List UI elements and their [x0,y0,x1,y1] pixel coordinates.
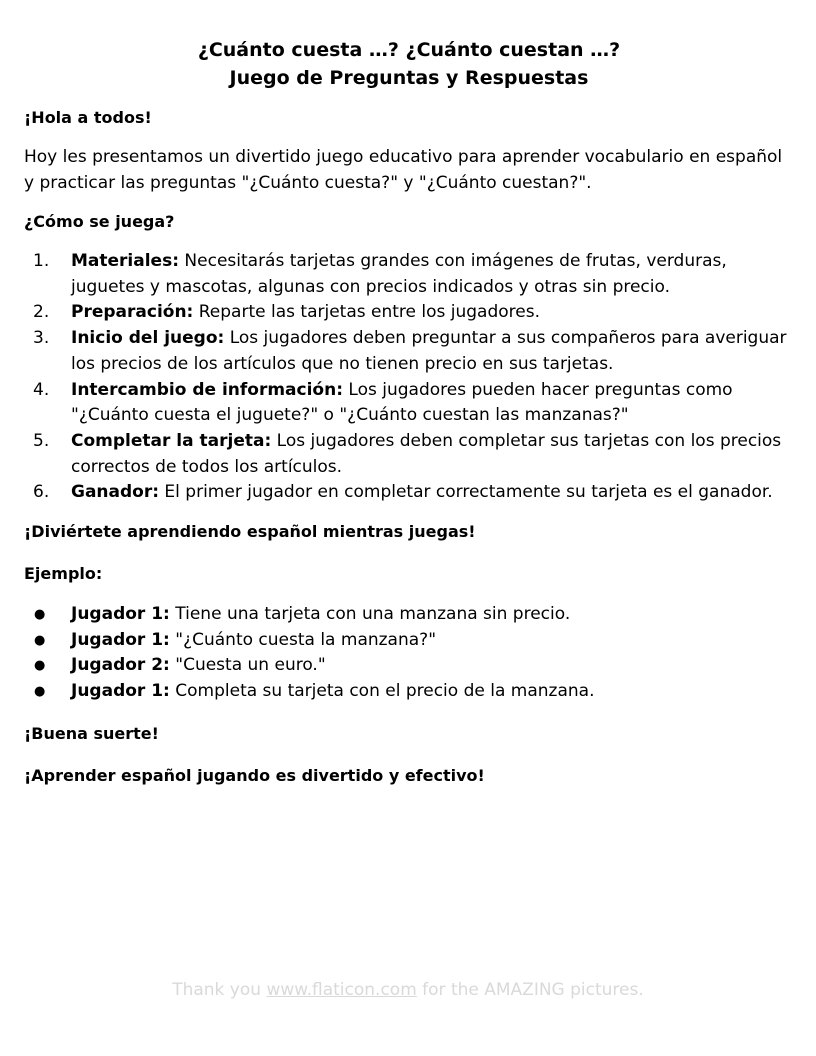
step-text: Reparte las tarjetas entre los jugadores. [193,302,540,323]
list-item [24,378,794,429]
player-label: Jugador 1: [71,629,170,650]
example-heading: Ejemplo: [24,564,103,584]
example-text: Completa su tarjeta con el precio de la manzana. [169,681,595,702]
closing-heading: ¡Aprender español jugando es divertido y efectivo! [24,765,485,785]
bullet-icon: ● [34,658,46,674]
step-label: Intercambio de información: [71,379,343,400]
step-number: 3. [33,328,50,349]
step-number: 6. [33,482,50,503]
step-label: Preparación: [71,302,194,323]
list-item [24,679,794,705]
step-text: Los jugadores deben completar sus tarjetas con los precios correctos de todos los artículos. [71,430,782,477]
list-item [24,628,794,654]
greeting-heading: ¡Hola a todos! [24,108,152,127]
footer-credit [0,978,816,1002]
list-item [24,653,794,679]
document-title [24,36,794,92]
document-page [24,36,794,788]
bullet-icon: ● [34,632,46,648]
step-text: El primer jugador en completar correctamente su tarjeta es el ganador. [159,482,773,503]
example-text: "Cuesta un euro." [169,655,326,676]
fun-heading: ¡Diviértete aprendiendo español mientras juegas! [24,522,476,542]
step-label: Ganador: [71,482,160,503]
footer-text-pre: Thank you [172,980,267,1000]
list-item [24,300,794,326]
step-number: 1. [33,251,50,271]
list-item [24,249,794,300]
step-number: 2. [33,302,50,323]
footer-text-post: for the AMAZING pictures. [416,980,644,1000]
how-to-play-heading: ¿Cómo se juega? [24,212,175,231]
step-number: 5. [33,430,50,451]
step-label: Completar la tarjeta: [71,430,272,451]
player-label: Jugador 1: [71,604,170,625]
player-label: Jugador 1: [71,681,170,702]
step-label: Inicio del juego: [71,328,225,349]
step-text: Los jugadores deben preguntar a sus compañeros para averiguar los precios de los artículos que no tienen precio en sus tarjetas. [71,328,787,374]
step-text: Los jugadores pueden hacer preguntas como "¿Cuánto cuesta el juguete?" o "¿Cuánto cuestan las manzanas?" [71,379,733,426]
step-number: 4. [33,379,50,400]
good-luck-heading: ¡Buena suerte! [24,723,159,743]
flaticon-link[interactable]: www.flaticon.com [266,980,417,1000]
steps-list [24,249,794,506]
step-label: Materiales: [71,251,180,271]
list-item [24,602,794,628]
bullet-icon: ● [34,684,46,700]
bullet-icon: ● [34,607,46,623]
list-item [24,429,794,480]
step-text: Necesitarás tarjetas grandes con imágenes de frutas, verduras, juguetes y mascotas, algunas con precios indicados y otras sin precio. [71,251,727,297]
list-item [24,480,794,506]
player-label: Jugador 2: [71,655,170,676]
title-line-2: Juego de Preguntas y Respuestas [229,67,589,89]
example-text: "¿Cuánto cuesta la manzana?" [169,629,437,650]
example-text: Tiene una tarjeta con una manzana sin precio. [169,604,571,625]
intro-paragraph: Hoy les presentamos un divertido juego educativo para aprender vocabulario en español y practicar las preguntas "¿Cuánto cuesta?" y "¿Cuánto cuestan?". [24,147,783,193]
title-line-1: ¿Cuánto cuesta …? ¿Cuánto cuestan …? [197,39,621,61]
list-item [24,326,794,377]
examples-list [24,602,794,705]
